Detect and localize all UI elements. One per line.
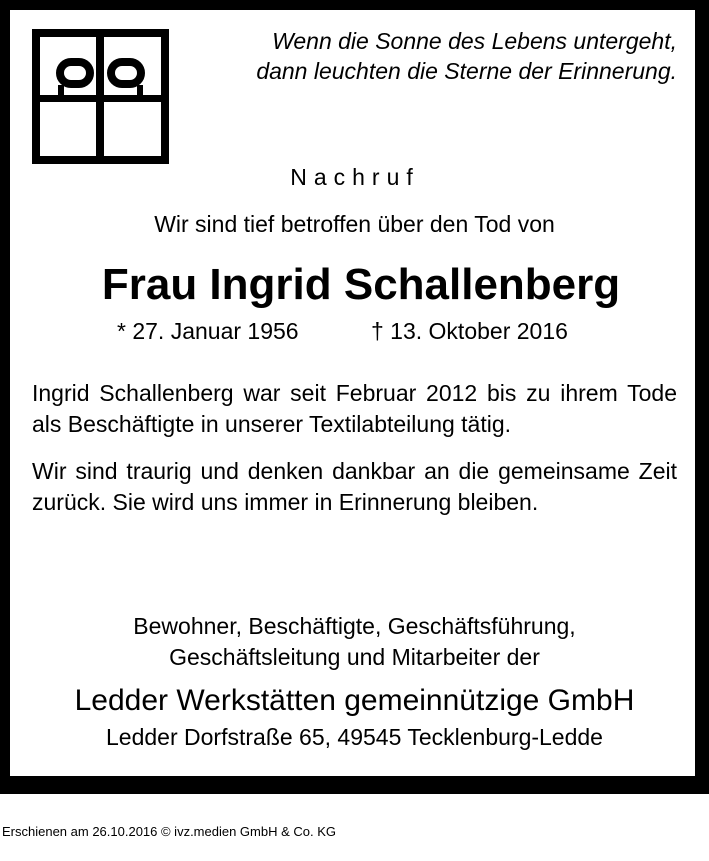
deceased-name: Frau Ingrid Schallenberg [101,260,621,309]
birth-date: * 27. Januar 1956 [117,318,299,344]
notice-heading: Nachruf [290,164,420,190]
organization-address: Ledder Dorfstraße 65, 49545 Tecklenburg-Ledde [106,724,603,750]
tribute-paragraph: Ingrid Schallenberg war seit Februar 2012 bis zu ihrem Tode als Beschäftigte in unserer Textilabteilung tätig. [32,380,677,437]
signers [0,611,709,673]
motto-line: Wenn die Sonne des Lebens untergeht, [272,28,677,54]
publication-note: Erschienen am 26.10.2016 © ivz.medien GmbH & Co. KG [2,824,337,839]
ledder-werkstaetten-logo-icon [32,29,169,164]
signers-line: Geschäftsleitung und Mitarbeiter der [169,644,540,670]
motto-line: dann leuchten die Sterne der Erinnerung. [256,58,677,84]
motto [157,26,677,86]
intro-text: Wir sind tief betroffen über den Tod von [154,211,555,237]
death-date: † 13. Oktober 2016 [371,318,568,344]
tribute-paragraph: Wir sind traurig und denken dankbar an die gemeinsame Zeit zurück. Sie wird uns immer in Erinnerung bleiben. [32,458,677,515]
organization-name: Ledder Werkstätten gemeinnützige GmbH [74,684,635,717]
signers-line: Bewohner, Beschäftigte, Geschäftsführung, [133,613,576,639]
